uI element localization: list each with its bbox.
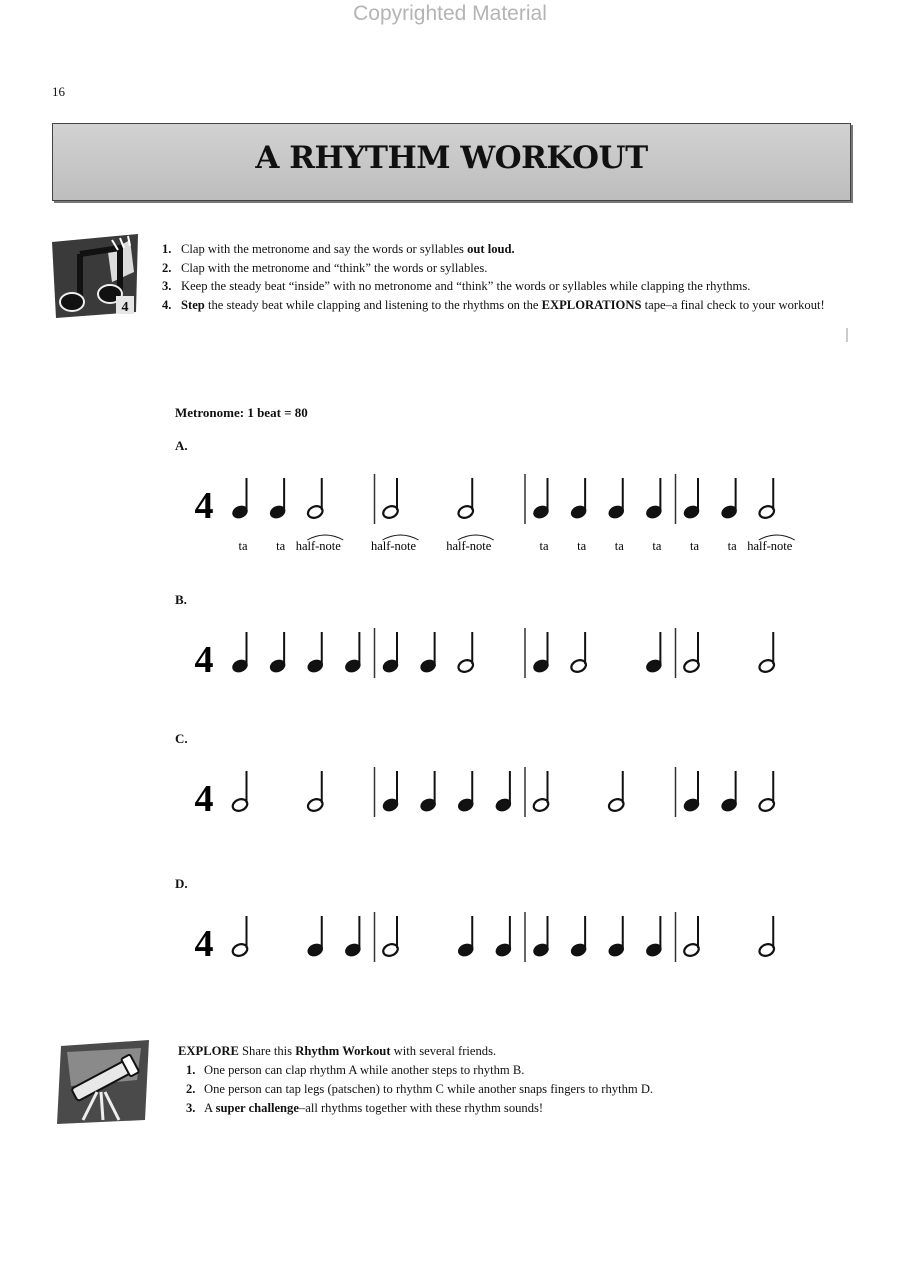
title-banner	[52, 123, 851, 201]
half-note	[758, 504, 776, 520]
quarter-note	[269, 504, 287, 520]
syllable-label: ta	[238, 539, 248, 553]
half-note	[306, 504, 324, 520]
bold-text: out loud.	[467, 242, 515, 256]
quarter-note	[419, 797, 437, 813]
bold-text: Step	[181, 297, 205, 312]
half-note	[457, 658, 475, 674]
metronome-marking: Metronome: 1 beat = 80	[175, 405, 308, 420]
syllable-label: ta	[689, 539, 700, 553]
syllable-label: ta	[727, 539, 737, 553]
rhythm-staff	[0, 896, 900, 1046]
syllable-label: half-note	[295, 539, 341, 553]
explore-item	[178, 1080, 838, 1099]
quarter-note	[269, 658, 287, 674]
instruction-item	[162, 259, 852, 278]
syllable-label: ta	[614, 539, 624, 553]
half-note	[607, 797, 625, 813]
explore-item-number: 2.	[186, 1082, 196, 1096]
syllable-label: half-note	[747, 539, 793, 553]
half-note	[306, 797, 324, 813]
tie-arc	[759, 535, 795, 540]
tie-arc	[383, 535, 419, 540]
half-note	[758, 797, 776, 813]
quarter-note	[532, 942, 550, 958]
instruction-item	[162, 240, 852, 259]
syllable-label: ta	[276, 539, 286, 553]
bold-text: super challenge	[215, 1101, 299, 1115]
half-note	[758, 942, 776, 958]
half-note	[758, 658, 776, 674]
explore-intro	[178, 1042, 838, 1061]
edge-mark	[846, 328, 848, 342]
time-signature: 4	[194, 923, 214, 965]
telescope-icon	[57, 1040, 152, 1125]
quarter-note	[682, 797, 700, 813]
bold-text: EXPLORE	[178, 1044, 239, 1058]
instruction-number: 4.	[162, 297, 172, 312]
quarter-note	[344, 658, 362, 674]
music-note-icon	[50, 232, 140, 322]
quarter-note	[381, 797, 399, 813]
syllable-label: ta	[652, 539, 662, 553]
quarter-note	[682, 504, 700, 520]
half-note	[532, 797, 550, 813]
quarter-note	[457, 797, 475, 813]
quarter-note	[645, 942, 663, 958]
quarter-note	[231, 658, 249, 674]
tie-arc	[307, 535, 343, 540]
text-span: One person can tap legs (patschen) to rhythm C while another snaps fingers to rhythm D.	[204, 1082, 654, 1096]
text-span: Clap with the metronome and “think” the words or syllables.	[181, 260, 488, 275]
quarter-note	[457, 942, 475, 958]
text-span: One person can clap rhythm A while another steps to rhythm B.	[204, 1063, 525, 1077]
rhythm-staff	[0, 458, 900, 608]
rhythm-label: B.	[175, 592, 187, 607]
quarter-note	[570, 942, 588, 958]
rhythm-label: A.	[175, 438, 188, 453]
time-signature: 4	[194, 778, 214, 820]
half-note	[231, 942, 249, 958]
quarter-note	[645, 658, 663, 674]
text-span: the steady beat while clapping and listening to the rhythms on the	[204, 297, 542, 312]
time-signature: 4	[194, 485, 214, 527]
quarter-note	[494, 797, 512, 813]
quarter-note	[645, 504, 663, 520]
quarter-note	[607, 504, 625, 520]
quarter-note	[306, 658, 324, 674]
explore-section	[178, 1042, 838, 1118]
page-number: 16	[52, 84, 65, 99]
rhythm-staff	[0, 751, 900, 901]
text-span: –all rhythms together with these rhythm sounds!	[298, 1101, 544, 1115]
explore-item	[178, 1061, 838, 1080]
rhythm-label: D.	[175, 876, 188, 891]
text-span: A	[204, 1101, 216, 1115]
syllable-label: half-note	[446, 539, 492, 553]
explore-item	[178, 1099, 838, 1118]
bold-text: Rhythm Workout	[295, 1044, 391, 1058]
quarter-note	[607, 942, 625, 958]
copyright-watermark: Copyrighted Material	[353, 2, 547, 25]
text-span: Clap with the metronome and say the words or syllables	[181, 242, 468, 256]
syllable-label: half-note	[370, 539, 417, 553]
half-note	[682, 658, 700, 674]
half-note	[231, 797, 249, 813]
time-signature: 4	[194, 639, 214, 681]
instruction-item	[162, 296, 852, 315]
instruction-number: 1.	[162, 242, 172, 256]
text-span: Share this	[238, 1044, 296, 1058]
quarter-note	[532, 658, 550, 674]
rhythm-label: C.	[175, 731, 188, 746]
half-note	[570, 658, 588, 674]
explore-item-number: 1.	[186, 1063, 196, 1077]
quarter-note	[570, 504, 588, 520]
text-span: Keep the steady beat “inside” with no metronome and “think” the words or syllables while clapping the rhythms.	[181, 279, 751, 294]
quarter-note	[720, 504, 738, 520]
instruction-number: 3.	[162, 279, 172, 294]
badge-number: 4	[121, 300, 129, 315]
text-span: with several friends.	[390, 1044, 497, 1058]
quarter-note	[419, 658, 437, 674]
quarter-note	[720, 797, 738, 813]
syllable-label: ta	[577, 539, 587, 553]
instructions-list	[162, 240, 852, 314]
half-note	[381, 504, 399, 520]
quarter-note	[306, 942, 324, 958]
explore-item-number: 3.	[186, 1101, 196, 1115]
half-note	[381, 942, 399, 958]
quarter-note	[344, 942, 362, 958]
syllable-label: ta	[539, 539, 549, 553]
rhythm-staff	[0, 612, 900, 762]
quarter-note	[494, 942, 512, 958]
quarter-note	[231, 504, 249, 520]
bold-text: EXPLORATIONS	[541, 297, 642, 312]
tie-arc	[458, 535, 494, 540]
half-note	[457, 504, 475, 520]
instruction-item	[162, 277, 852, 296]
page-title: A RHYTHM WORKOUT	[255, 140, 648, 176]
instruction-number: 2.	[162, 260, 172, 275]
quarter-note	[532, 504, 550, 520]
half-note	[682, 942, 700, 958]
text-span: tape–a final check to your workout!	[641, 297, 825, 312]
quarter-note	[381, 658, 399, 674]
